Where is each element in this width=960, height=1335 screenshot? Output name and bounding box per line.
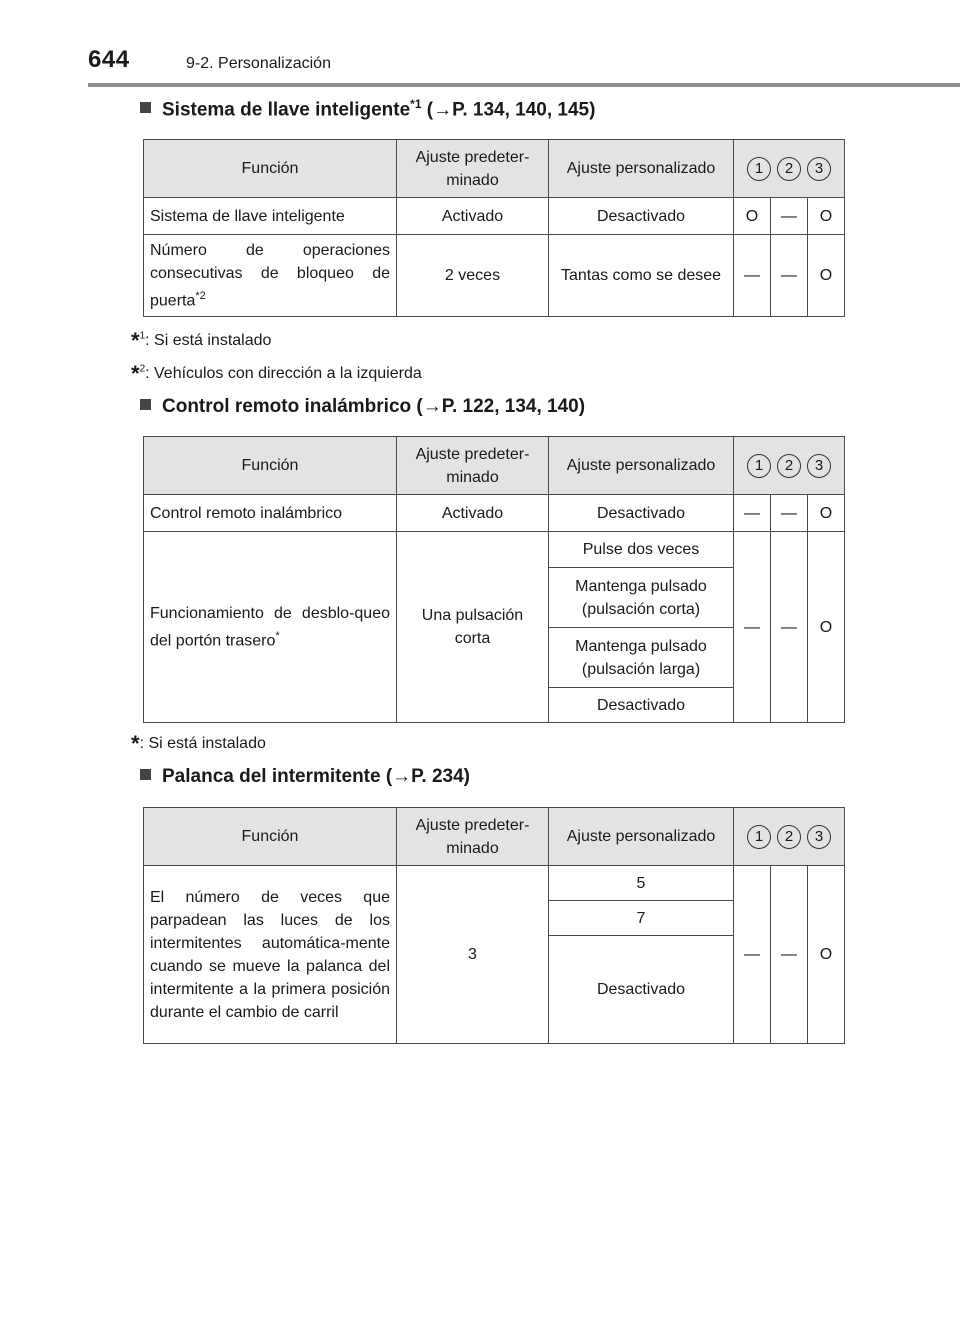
circle-3-icon: 3 — [807, 157, 831, 181]
square-bullet-icon — [140, 769, 151, 780]
circle-1-icon: 1 — [747, 157, 771, 181]
circle-1-icon: 1 — [747, 825, 771, 849]
square-bullet-icon — [140, 399, 151, 410]
table-row: Control remoto inalámbrico Activado Desactivado — — O — [144, 495, 845, 532]
footnote-3: *: Si está instalado — [131, 731, 266, 756]
chapter-title: 9-2. Personalización — [186, 55, 331, 72]
section-heading-turn-signal: Palanca del intermitente (→P. 234) — [140, 766, 470, 788]
circle-2-icon: 2 — [777, 825, 801, 849]
header-predeterminado: Ajuste predeter- minado — [397, 140, 549, 198]
footnote-2: *$^2$: Vehículos con dirección a la izquierda — [131, 361, 422, 386]
table-row: El número de veces que parpadean las luces de los intermitentes automática-mente cuando se mueve la palanca del intermitente a la primera posición durante el cambio de carril 3 5 — — O — [144, 866, 845, 901]
circle-3-icon: 3 — [807, 454, 831, 478]
page-header — [88, 46, 960, 88]
section-heading-remote: Control remoto inalámbrico (→P. 122, 134, 140) — [140, 396, 585, 418]
table-row: Desactivado — [144, 688, 845, 723]
table-row: 7 — [144, 901, 845, 936]
table-row: Sistema de llave inteligente Activado Desactivado O — O — [144, 198, 845, 235]
header-funcion: Función — [144, 140, 397, 198]
table-row: Mantenga pulsado (pulsación larga) — [144, 628, 845, 688]
circle-2-icon: 2 — [777, 157, 801, 181]
circle-2-icon: 2 — [777, 454, 801, 478]
table-remote — [143, 436, 845, 723]
table-row: Mantenga pulsado (pulsación corta) — [144, 568, 845, 628]
header-rule — [88, 83, 960, 87]
table-row: Desactivado — [144, 936, 845, 1044]
table-header-row — [144, 140, 845, 198]
table-header-row: Función Ajuste predeter- minado Ajuste personalizado 1 2 3 — [144, 437, 845, 495]
table-turn-signal — [143, 807, 845, 1044]
header-circle-numbers — [734, 140, 845, 198]
section-heading-smart-key: Sistema de llave inteligente$^{*1}$ (→P. 134, 140, 145) — [140, 97, 595, 121]
header-personalizado: Ajuste personalizado — [549, 140, 734, 198]
circle-3-icon: 3 — [807, 825, 831, 849]
table-smart-key — [143, 139, 845, 317]
circle-1-icon: 1 — [747, 454, 771, 478]
table-row: Funcionamiento de desblo-queo del portón trasero* Una pulsación corta Pulse dos veces — — O — [144, 532, 845, 568]
footnote-1: *$^1$: Si está instalado — [131, 328, 272, 353]
table-row: Número de operaciones consecutivas de bloqueo de puerta$^{*2}$ 2 veces Tantas como se desee — — O — [144, 235, 845, 317]
table-header-row: Función Ajuste predeter- minado Ajuste personalizado 1 2 3 — [144, 808, 845, 866]
square-bullet-icon — [140, 102, 151, 113]
page-number: 644 — [88, 46, 130, 73]
